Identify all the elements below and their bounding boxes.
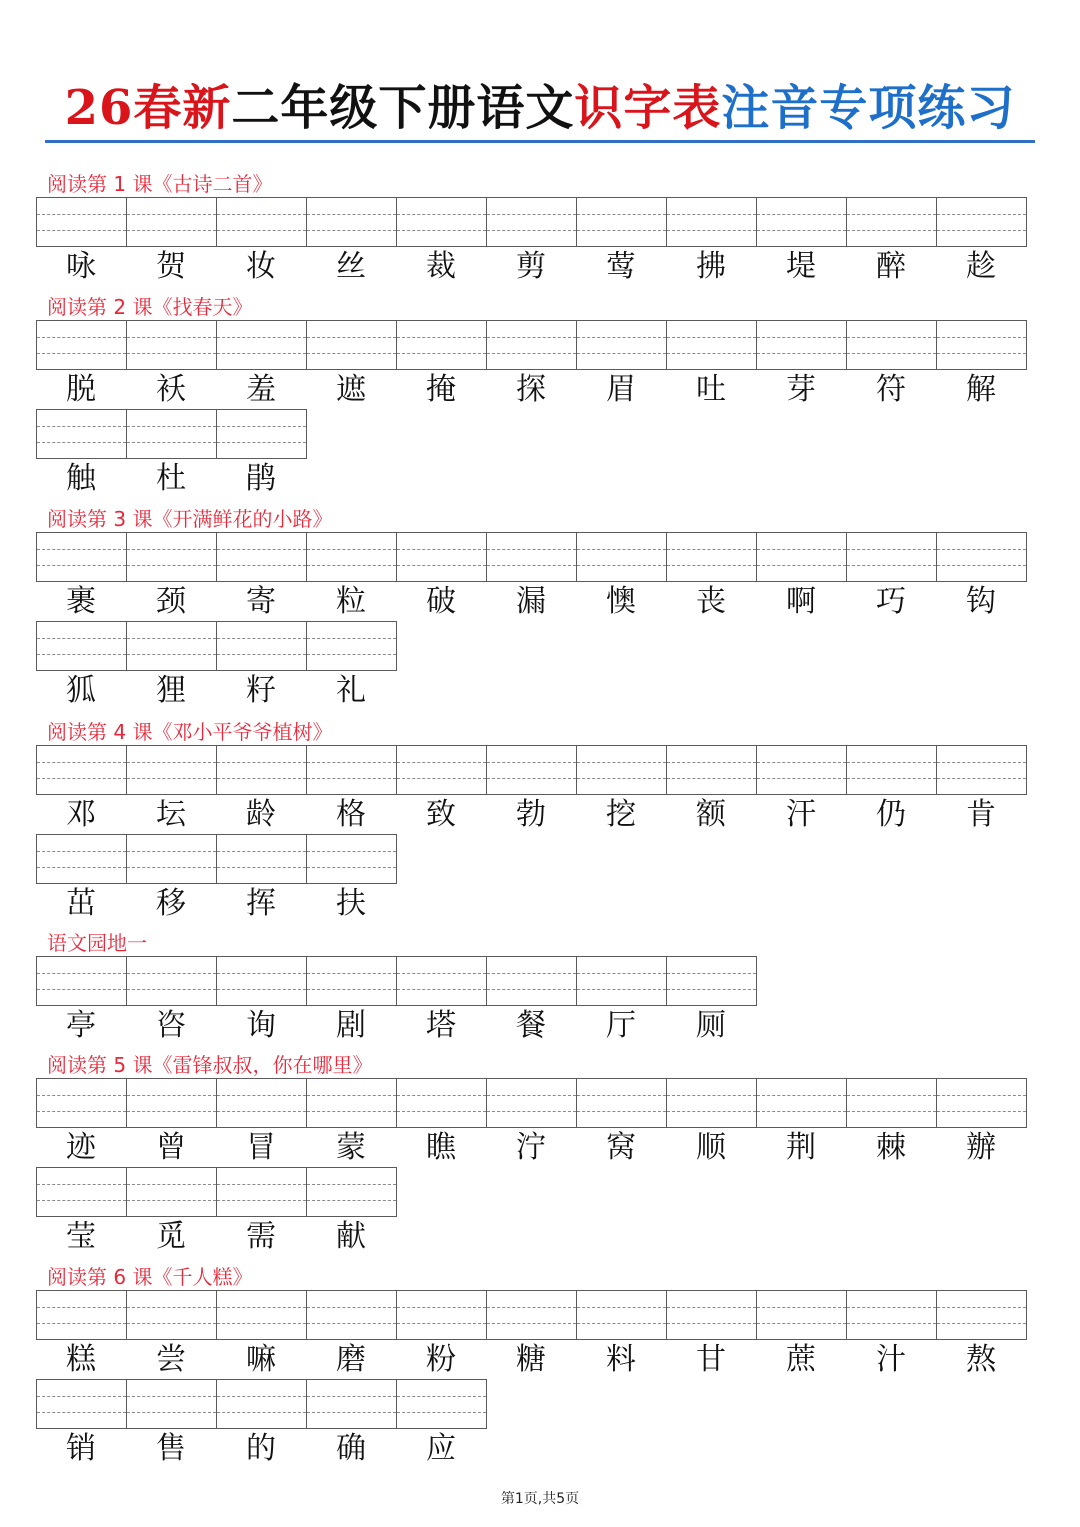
pinyin-writing-cell[interactable]: [936, 745, 1027, 795]
character-row: [36, 370, 1026, 410]
hanzi-character: 料: [606, 1342, 636, 1377]
hanzi-character: 窝: [606, 1130, 636, 1165]
hanzi-character: 啊: [786, 584, 816, 619]
hanzi-character: 迹: [66, 1130, 96, 1165]
pinyin-writing-cell[interactable]: [126, 409, 217, 459]
hanzi-character: 颈: [156, 584, 186, 619]
pinyin-writing-cell[interactable]: [216, 532, 307, 582]
pinyin-writing-cell[interactable]: [216, 956, 307, 1006]
pinyin-writing-cell[interactable]: [756, 197, 847, 247]
hanzi-character: 狸: [156, 673, 186, 708]
pinyin-writing-cell[interactable]: [126, 621, 217, 671]
character-row: [36, 459, 306, 499]
hanzi-character: 籽: [246, 673, 276, 708]
title-part-1: 26春新: [64, 80, 232, 136]
pinyin-writing-cell[interactable]: [666, 320, 757, 370]
hanzi-character: 咨: [156, 1008, 186, 1043]
hanzi-character: 塔: [426, 1008, 456, 1043]
pinyin-writing-cell[interactable]: [396, 197, 487, 247]
hanzi-character: 格: [336, 797, 366, 832]
hanzi-character: 粒: [336, 584, 366, 619]
page-footer: 第1页,共5页: [500, 1491, 580, 1507]
hanzi-character: 咏: [66, 249, 96, 284]
hanzi-character: 寄: [246, 584, 276, 619]
pinyin-writing-cell[interactable]: [936, 1078, 1027, 1128]
hanzi-character: 蒙: [336, 1130, 366, 1165]
hanzi-character: 餐: [516, 1008, 546, 1043]
lesson-header: 阅读第 3 课《开满鲜花的小路》: [47, 507, 333, 531]
hanzi-character: 趁: [966, 249, 996, 284]
hanzi-character: 裁: [426, 249, 456, 284]
pinyin-writing-cell[interactable]: [576, 1078, 667, 1128]
hanzi-character: 冒: [246, 1130, 276, 1165]
pinyin-grid-row: [36, 956, 756, 1006]
hanzi-character: 茁: [66, 886, 96, 921]
pinyin-writing-cell[interactable]: [756, 1290, 847, 1340]
lesson-header: 阅读第 6 课《千人糕》: [47, 1265, 253, 1289]
hanzi-character: 贺: [156, 249, 186, 284]
hanzi-character: 粉: [426, 1342, 456, 1377]
pinyin-grid-row: [36, 320, 1026, 370]
character-row: [36, 795, 1026, 835]
pinyin-writing-cell[interactable]: [36, 532, 127, 582]
hanzi-character: 厅: [606, 1008, 636, 1043]
pinyin-writing-cell[interactable]: [36, 1379, 127, 1429]
pinyin-writing-cell[interactable]: [756, 1078, 847, 1128]
pinyin-writing-cell[interactable]: [306, 320, 397, 370]
pinyin-writing-cell[interactable]: [36, 621, 127, 671]
hanzi-character: 挥: [246, 886, 276, 921]
pinyin-writing-cell[interactable]: [216, 621, 307, 671]
hanzi-character: 应: [426, 1431, 456, 1466]
hanzi-character: 泞: [516, 1130, 546, 1165]
pinyin-writing-cell[interactable]: [216, 1078, 307, 1128]
pinyin-writing-cell[interactable]: [576, 745, 667, 795]
hanzi-character: 蔗: [786, 1342, 816, 1377]
hanzi-character: 售: [156, 1431, 186, 1466]
pinyin-writing-cell[interactable]: [306, 1379, 397, 1429]
hanzi-character: 巧: [876, 584, 906, 619]
character-row: [36, 1128, 1026, 1168]
hanzi-character: 汗: [786, 797, 816, 832]
hanzi-character: 额: [696, 797, 726, 832]
pinyin-writing-cell[interactable]: [216, 409, 307, 459]
hanzi-character: 扶: [336, 886, 366, 921]
hanzi-character: 曾: [156, 1130, 186, 1165]
character-row: [36, 1340, 1026, 1380]
pinyin-writing-cell[interactable]: [306, 1167, 397, 1217]
pinyin-writing-cell[interactable]: [486, 532, 577, 582]
lesson-header: 阅读第 5 课《雷锋叔叔，你在哪里》: [47, 1053, 373, 1077]
hanzi-character: 挖: [606, 797, 636, 832]
pinyin-writing-cell[interactable]: [936, 1290, 1027, 1340]
pinyin-writing-cell[interactable]: [306, 1078, 397, 1128]
pinyin-writing-cell[interactable]: [846, 1290, 937, 1340]
pinyin-writing-cell[interactable]: [126, 532, 217, 582]
hanzi-character: 丝: [336, 249, 366, 284]
hanzi-character: 移: [156, 886, 186, 921]
pinyin-writing-cell[interactable]: [396, 956, 487, 1006]
pinyin-writing-cell[interactable]: [36, 1078, 127, 1128]
hanzi-character: 拂: [696, 249, 726, 284]
hanzi-character: 顺: [696, 1130, 726, 1165]
pinyin-writing-cell[interactable]: [306, 745, 397, 795]
pinyin-grid-row: [36, 834, 396, 884]
hanzi-character: 掩: [426, 372, 456, 407]
hanzi-character: 龄: [246, 797, 276, 832]
pinyin-grid-row: [36, 1379, 486, 1429]
hanzi-character: 剪: [516, 249, 546, 284]
hanzi-character: 礼: [336, 673, 366, 708]
character-row: [36, 671, 396, 711]
pinyin-writing-cell[interactable]: [36, 197, 127, 247]
pinyin-writing-cell[interactable]: [396, 532, 487, 582]
pinyin-writing-cell[interactable]: [666, 1078, 757, 1128]
pinyin-writing-cell[interactable]: [36, 1167, 127, 1217]
pinyin-writing-cell[interactable]: [216, 197, 307, 247]
pinyin-writing-cell[interactable]: [396, 745, 487, 795]
hanzi-character: 嘛: [246, 1342, 276, 1377]
pinyin-writing-cell[interactable]: [216, 1167, 307, 1217]
pinyin-grid-row: [36, 1078, 1026, 1128]
hanzi-character: 吐: [696, 372, 726, 407]
pinyin-writing-cell[interactable]: [216, 1290, 307, 1340]
pinyin-grid-row: [36, 621, 396, 671]
hanzi-character: 钩: [966, 584, 996, 619]
hanzi-character: 丧: [696, 584, 726, 619]
pinyin-writing-cell[interactable]: [936, 197, 1027, 247]
title-underline: [45, 140, 1035, 143]
character-row: [36, 247, 1026, 287]
pinyin-writing-cell[interactable]: [666, 532, 757, 582]
pinyin-grid-row: [36, 409, 306, 459]
pinyin-writing-cell[interactable]: [126, 1078, 217, 1128]
pinyin-writing-cell[interactable]: [576, 532, 667, 582]
pinyin-writing-cell[interactable]: [846, 197, 937, 247]
pinyin-writing-cell[interactable]: [126, 197, 217, 247]
hanzi-character: 破: [426, 584, 456, 619]
hanzi-character: 醉: [876, 249, 906, 284]
hanzi-character: 莹: [66, 1219, 96, 1254]
pinyin-writing-cell[interactable]: [396, 1290, 487, 1340]
pinyin-writing-cell[interactable]: [126, 834, 217, 884]
pinyin-grid-row: [36, 532, 1026, 582]
pinyin-writing-cell[interactable]: [126, 1167, 217, 1217]
hanzi-character: 瞧: [426, 1130, 456, 1165]
pinyin-writing-cell[interactable]: [936, 320, 1027, 370]
pinyin-writing-cell[interactable]: [216, 1379, 307, 1429]
hanzi-character: 甘: [696, 1342, 726, 1377]
pinyin-writing-cell[interactable]: [576, 320, 667, 370]
pinyin-grid-row: [36, 745, 1026, 795]
pinyin-writing-cell[interactable]: [306, 197, 397, 247]
pinyin-writing-cell[interactable]: [576, 1290, 667, 1340]
hanzi-character: 解: [966, 372, 996, 407]
hanzi-character: 磨: [336, 1342, 366, 1377]
pinyin-writing-cell[interactable]: [36, 834, 127, 884]
character-row: [36, 884, 396, 924]
pinyin-writing-cell[interactable]: [36, 1290, 127, 1340]
pinyin-writing-cell[interactable]: [396, 1379, 487, 1429]
hanzi-character: 脱: [66, 372, 96, 407]
pinyin-writing-cell[interactable]: [486, 956, 577, 1006]
page-title: [0, 78, 1080, 138]
hanzi-character: 需: [246, 1219, 276, 1254]
pinyin-writing-cell[interactable]: [306, 834, 397, 884]
hanzi-character: 漏: [516, 584, 546, 619]
hanzi-character: 羞: [246, 372, 276, 407]
pinyin-writing-cell[interactable]: [126, 956, 217, 1006]
hanzi-character: 的: [246, 1431, 276, 1466]
hanzi-character: 勃: [516, 797, 546, 832]
pinyin-writing-cell[interactable]: [396, 1078, 487, 1128]
hanzi-character: 芽: [786, 372, 816, 407]
hanzi-character: 糕: [66, 1342, 96, 1377]
hanzi-character: 鹃: [246, 461, 276, 496]
lesson-header: 阅读第 1 课《古诗二首》: [47, 172, 273, 196]
pinyin-writing-cell[interactable]: [486, 197, 577, 247]
character-row: [36, 1006, 756, 1046]
hanzi-character: 尝: [156, 1342, 186, 1377]
pinyin-writing-cell[interactable]: [126, 1379, 217, 1429]
hanzi-character: 棘: [876, 1130, 906, 1165]
title-part-2: 二年级下册语文: [231, 80, 575, 136]
pinyin-writing-cell[interactable]: [846, 320, 937, 370]
pinyin-writing-cell[interactable]: [36, 320, 127, 370]
hanzi-character: 熬: [966, 1342, 996, 1377]
pinyin-writing-cell[interactable]: [486, 1290, 577, 1340]
hanzi-character: 眉: [606, 372, 636, 407]
character-row: [36, 582, 1026, 622]
hanzi-character: 致: [426, 797, 456, 832]
pinyin-writing-cell[interactable]: [216, 320, 307, 370]
pinyin-writing-cell[interactable]: [126, 320, 217, 370]
pinyin-writing-cell[interactable]: [666, 1290, 757, 1340]
hanzi-character: 袄: [156, 372, 186, 407]
character-row: [36, 1217, 396, 1257]
pinyin-writing-cell[interactable]: [126, 745, 217, 795]
hanzi-character: 确: [336, 1431, 366, 1466]
hanzi-character: 亭: [66, 1008, 96, 1043]
hanzi-character: 肯: [966, 797, 996, 832]
pinyin-writing-cell[interactable]: [666, 745, 757, 795]
hanzi-character: 销: [66, 1431, 96, 1466]
title-part-4: 注音专项练习: [721, 80, 1016, 136]
pinyin-writing-cell[interactable]: [486, 320, 577, 370]
hanzi-character: 仍: [876, 797, 906, 832]
pinyin-writing-cell[interactable]: [36, 409, 127, 459]
pinyin-grid-row: [36, 1167, 396, 1217]
pinyin-writing-cell[interactable]: [846, 532, 937, 582]
pinyin-writing-cell[interactable]: [36, 956, 127, 1006]
pinyin-writing-cell[interactable]: [666, 956, 757, 1006]
pinyin-writing-cell[interactable]: [756, 532, 847, 582]
hanzi-character: 符: [876, 372, 906, 407]
lesson-header: 阅读第 4 课《邓小平爷爷植树》: [47, 720, 333, 744]
lesson-header: 语文园地一: [47, 931, 147, 955]
hanzi-character: 厕: [696, 1008, 726, 1043]
title-part-3: 识字表: [574, 80, 722, 136]
pinyin-grid-row: [36, 197, 1026, 247]
hanzi-character: 堤: [786, 249, 816, 284]
hanzi-character: 辦: [966, 1130, 996, 1165]
hanzi-character: 狐: [66, 673, 96, 708]
pinyin-writing-cell[interactable]: [576, 956, 667, 1006]
pinyin-writing-cell[interactable]: [846, 745, 937, 795]
hanzi-character: 剧: [336, 1008, 366, 1043]
hanzi-character: 裹: [66, 584, 96, 619]
pinyin-writing-cell[interactable]: [936, 532, 1027, 582]
hanzi-character: 懊: [606, 584, 636, 619]
hanzi-character: 莺: [606, 249, 636, 284]
pinyin-grid-row: [36, 1290, 1026, 1340]
hanzi-character: 询: [246, 1008, 276, 1043]
pinyin-writing-cell[interactable]: [666, 197, 757, 247]
pinyin-writing-cell[interactable]: [306, 1290, 397, 1340]
pinyin-writing-cell[interactable]: [756, 320, 847, 370]
hanzi-character: 觅: [156, 1219, 186, 1254]
hanzi-character: 献: [336, 1219, 366, 1254]
character-row: [36, 1429, 486, 1469]
pinyin-writing-cell[interactable]: [486, 745, 577, 795]
hanzi-character: 邓: [66, 797, 96, 832]
pinyin-writing-cell[interactable]: [126, 1290, 217, 1340]
hanzi-character: 汁: [876, 1342, 906, 1377]
pinyin-writing-cell[interactable]: [36, 745, 127, 795]
lesson-header: 阅读第 2 课《找春天》: [47, 295, 253, 319]
hanzi-character: 探: [516, 372, 546, 407]
hanzi-character: 坛: [156, 797, 186, 832]
pinyin-writing-cell[interactable]: [216, 745, 307, 795]
hanzi-character: 遮: [336, 372, 366, 407]
hanzi-character: 妆: [246, 249, 276, 284]
hanzi-character: 荆: [786, 1130, 816, 1165]
pinyin-writing-cell[interactable]: [306, 621, 397, 671]
hanzi-character: 杜: [156, 461, 186, 496]
pinyin-writing-cell[interactable]: [846, 1078, 937, 1128]
pinyin-writing-cell[interactable]: [306, 956, 397, 1006]
pinyin-writing-cell[interactable]: [216, 834, 307, 884]
hanzi-character: 糖: [516, 1342, 546, 1377]
pinyin-writing-cell[interactable]: [306, 532, 397, 582]
hanzi-character: 触: [66, 461, 96, 496]
pinyin-writing-cell[interactable]: [576, 197, 667, 247]
pinyin-writing-cell[interactable]: [396, 320, 487, 370]
pinyin-writing-cell[interactable]: [756, 745, 847, 795]
pinyin-writing-cell[interactable]: [486, 1078, 577, 1128]
